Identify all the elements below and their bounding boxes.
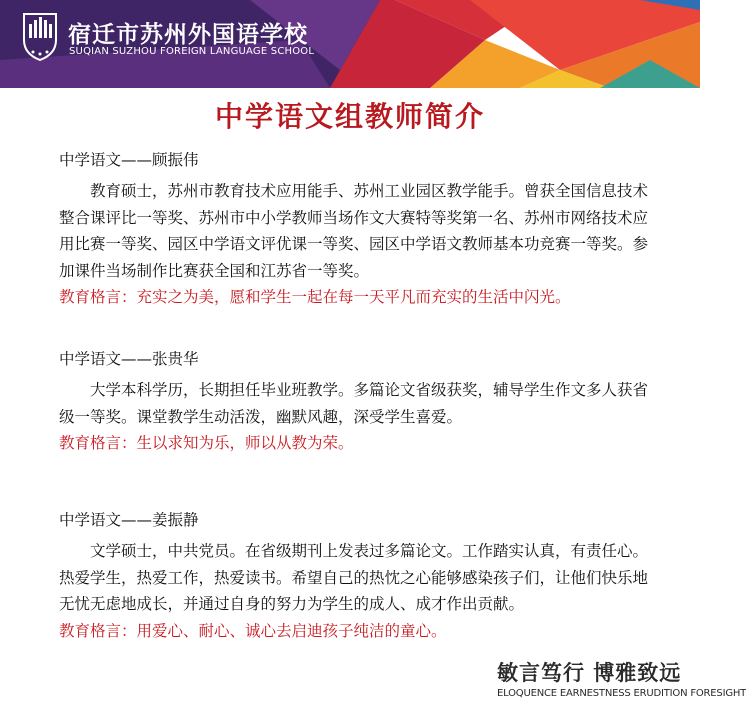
teacher-profile <box>59 146 659 310</box>
teacher-bio: 大学本科学历，长期担任毕业班教学。多篇论文省级获奖，辅导学生作文多人获省级一等奖。课堂教学生动活泼，幽默风趣，深受学生喜爱。 <box>59 381 649 426</box>
teacher-profile <box>59 345 659 456</box>
teacher-bio: 教育硕士，苏州市教育技术应用能手、苏州工业园区教学能手。曾获全国信息技术整合课评比一等奖、苏州市中小学教师当场作文大赛特等奖第一名、苏州市网络技术应用比赛一等奖、园区中学语文评优课一等奖、园区中学语文教师基本功竞赛一等奖。参加课件当场制作比赛获全国和江苏省一等奖。 <box>59 182 649 280</box>
teacher-name: 中学语文——顾振伟 <box>59 151 199 169</box>
teacher-name: 中学语文——姜振静 <box>59 511 199 529</box>
teacher-motto: 教育格言：用爱心、耐心、诚心去启迪孩子纯洁的童心。 <box>59 621 447 640</box>
teacher-name: 中学语文——张贵华 <box>59 350 199 368</box>
school-name-en: SUQIAN SUZHOU FOREIGN LANGUAGE SCHOOL <box>69 46 315 57</box>
school-crest-icon <box>20 10 60 62</box>
teacher-profile <box>59 506 659 644</box>
teacher-bio: 文学硕士，中共党员。在省级期刊上发表过多篇论文。工作踏实认真，有责任心。热爱学生，热爱工作，热爱读书。希望自己的热忱之心能够感染孩子们，让他们快乐地无忧无虑地成长，并通过自身的努力为学生的成人、成才作出贡献。 <box>59 542 649 613</box>
page-title: 中学语文组教师简介 <box>214 100 485 133</box>
school-motto-en: ELOQUENCE EARNESTNESS ERUDITION FORESIGHT <box>497 688 746 699</box>
header-banner <box>0 0 700 88</box>
teacher-motto: 教育格言：充实之为美，愿和学生一起在每一天平凡而充实的生活中闪光。 <box>59 288 571 306</box>
teacher-motto: 教育格言：生以求知为乐，师以从教为荣。 <box>59 434 354 452</box>
school-name-cn: 宿迁市苏州外国语学校 <box>68 22 308 48</box>
school-motto-cn: 敏言笃行 博雅致远 <box>497 661 682 685</box>
